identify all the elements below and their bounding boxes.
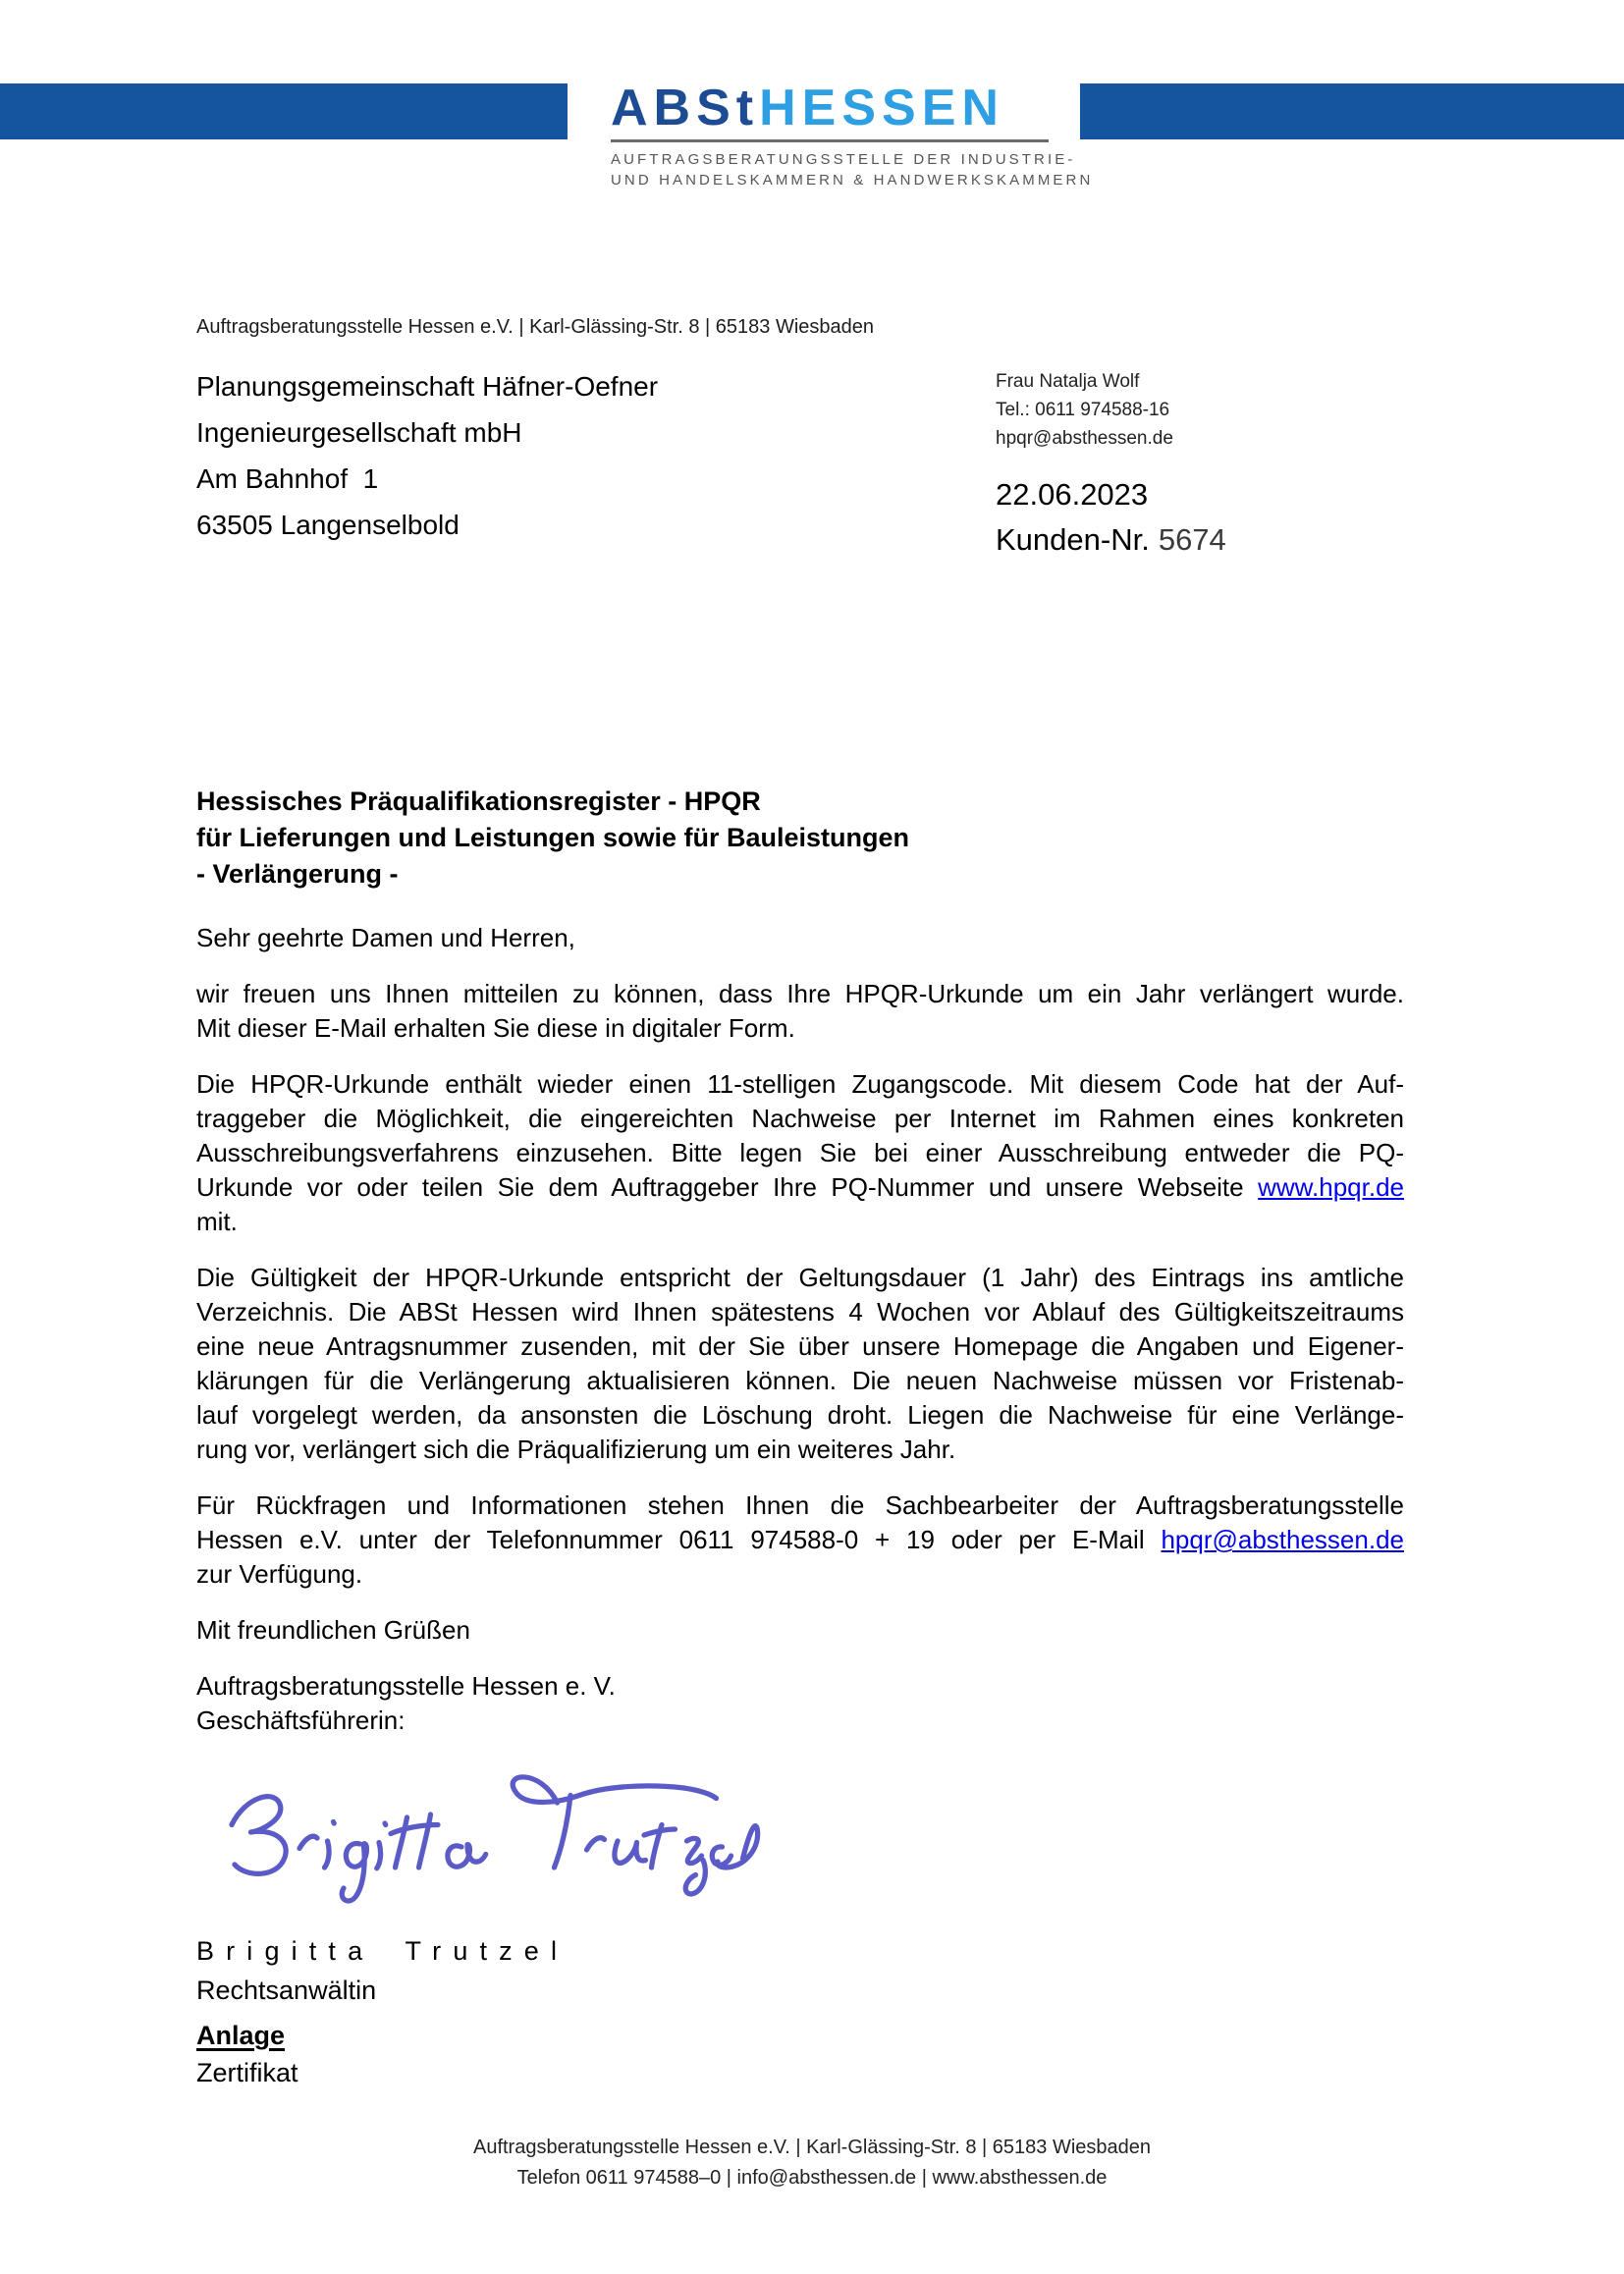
body-line	[196, 1523, 1404, 1557]
header-bar-right	[1080, 83, 1624, 139]
organization-name: Auftragsberatungsstelle Hessen e. V.	[196, 1671, 616, 1701]
contact-phone: Tel.: 0611 974588-16	[996, 400, 1170, 420]
signature-ink	[211, 1750, 771, 1915]
logo-subline-1: AUFTRAGSBERATUNGSSTELLE DER INDUSTRIE-	[611, 151, 1076, 168]
body-line	[196, 1170, 1404, 1205]
body-line-text: Hessen e.V. unter der Telefonnummer 0611 974588-0 + 19 oder per E-Mail	[196, 1525, 1145, 1554]
logo-divider	[611, 139, 1049, 142]
subject-line-3: - Verlängerung -	[196, 859, 399, 889]
customer-number	[996, 522, 1226, 558]
body-line: Die HPQR-Urkunde enthält wieder einen 11-stelligen Zugangscode. Mit diesem Code hat der Auf-	[196, 1069, 1404, 1099]
body-line: Verzeichnis. Die ABSt Hessen wird Ihnen spätestens 4 Wochen vor Ablauf des Gültigkeitszeitraums	[196, 1297, 1404, 1326]
body-line: zur Verfügung.	[196, 1559, 363, 1589]
contact-block	[996, 367, 1173, 453]
body-line: rung vor, verlängert sich die Präqualifizierung um ein weiteres Jahr.	[196, 1435, 956, 1464]
contact-email: hpqr@absthessen.de	[996, 428, 1173, 449]
recipient-company-2: Ingenieurgesellschaft mbH	[196, 417, 522, 448]
body-line: traggeber die Möglichkeit, die eingereichten Nachweise per Internet im Rahmen eines konkreten	[196, 1104, 1404, 1133]
signer-title: Rechtsanwältin	[196, 1976, 377, 2005]
company-logo	[611, 80, 1094, 190]
body-line: mit.	[196, 1207, 238, 1236]
contact-person-name: Frau Natalja Wolf	[996, 371, 1140, 392]
subject-line-2: für Lieferungen und Leistungen sowie für Bauleistungen	[196, 823, 910, 852]
body-line: Die Gültigkeit der HPQR-Urkunde entspricht der Geltungsdauer (1 Jahr) des Eintrags ins amtliche	[196, 1263, 1404, 1292]
logo-hessen-text: HESSEN	[759, 80, 1004, 136]
footer-contact-line: Telefon 0611 974588–0 | info@absthessen.de | www.absthessen.de	[516, 2167, 1108, 2189]
closing-formula: Mit freundlichen Grüßen	[196, 1615, 470, 1645]
header-bar-left	[0, 83, 568, 139]
body-line: wir freuen uns Ihnen mitteilen zu können, dass Ihre HPQR-Urkunde um ein Jahr verlängert wurde.	[196, 979, 1404, 1008]
body-line-text: Urkunde vor oder teilen Sie dem Auftraggeber Ihre PQ-Nummer und unsere Webseite	[196, 1172, 1244, 1202]
paragraph-2	[196, 1067, 1404, 1239]
body-line: lauf vorgelegt werden, da ansonsten die Löschung droht. Liegen die Nachweise für eine Verlänge-	[196, 1400, 1404, 1430]
link-hpqr-website[interactable]: www.hpqr.de	[1258, 1172, 1404, 1202]
customer-number-value: 5674	[1158, 522, 1226, 557]
attachment-item: Zertifikat	[196, 2058, 298, 2087]
attachment-label: Anlage	[196, 2021, 286, 2050]
body-line: Mit dieser E-Mail erhalten Sie diese in digitaler Form.	[196, 1013, 795, 1043]
letter-date: 22.06.2023	[996, 477, 1149, 512]
subject-block	[196, 784, 909, 893]
signer-name: Brigitta Trutzel	[196, 1936, 569, 1966]
signer-role-intro: Geschäftsführerin:	[196, 1706, 406, 1735]
logo-subline-2: UND HANDELSKAMMERN & HANDWERKSKAMMERN	[611, 172, 1094, 189]
subject-line-1: Hessisches Präqualifikationsregister - HPQR	[196, 786, 761, 816]
body-line: Für Rückfragen und Informationen stehen Ihnen die Sachbearbeiter der Auftragsberatungsstelle	[196, 1490, 1404, 1520]
paragraph-3	[196, 1261, 1404, 1467]
recipient-company: Planungsgemeinschaft Häfner-Oefner	[196, 371, 659, 402]
footer-address-line: Auftragsberatungsstelle Hessen e.V. | Karl-Glässing-Str. 8 | 65183 Wiesbaden	[472, 2137, 1152, 2158]
customer-number-label: Kunden-Nr.	[996, 522, 1150, 557]
logo-wordmark	[611, 81, 1049, 135]
footer	[0, 2133, 1624, 2193]
sender-return-address: Auftragsberatungsstelle Hessen e.V. | Karl-Glässing-Str. 8 | 65183 Wiesbaden	[196, 316, 875, 338]
recipient-address	[196, 363, 658, 548]
handwritten-signature	[211, 1750, 771, 1915]
body-line: klärungen für die Verlängerung aktualisieren können. Die neuen Nachweise müssen vor Fristenab-	[196, 1366, 1404, 1395]
body-line: Ausschreibungsverfahrens einzusehen. Bitte legen Sie bei einer Ausschreibung entweder die PQ-	[196, 1138, 1404, 1167]
paragraph-4	[196, 1489, 1404, 1592]
salutation: Sehr geehrte Damen und Herren,	[196, 923, 575, 952]
link-email-hpqr[interactable]: hpqr@absthessen.de	[1161, 1525, 1404, 1554]
recipient-city: 63505 Langenselbold	[196, 510, 460, 540]
letter-body	[196, 921, 1404, 1738]
signature-block-intro	[196, 1669, 1404, 1738]
body-line: eine neue Antragsnummer zusenden, mit der Sie über unsere Homepage die Angaben und Eigener-	[196, 1331, 1404, 1361]
logo-abst-text: ABSt	[611, 80, 760, 136]
recipient-street: Am Bahnhof 1	[196, 463, 379, 494]
paragraph-1	[196, 977, 1404, 1046]
